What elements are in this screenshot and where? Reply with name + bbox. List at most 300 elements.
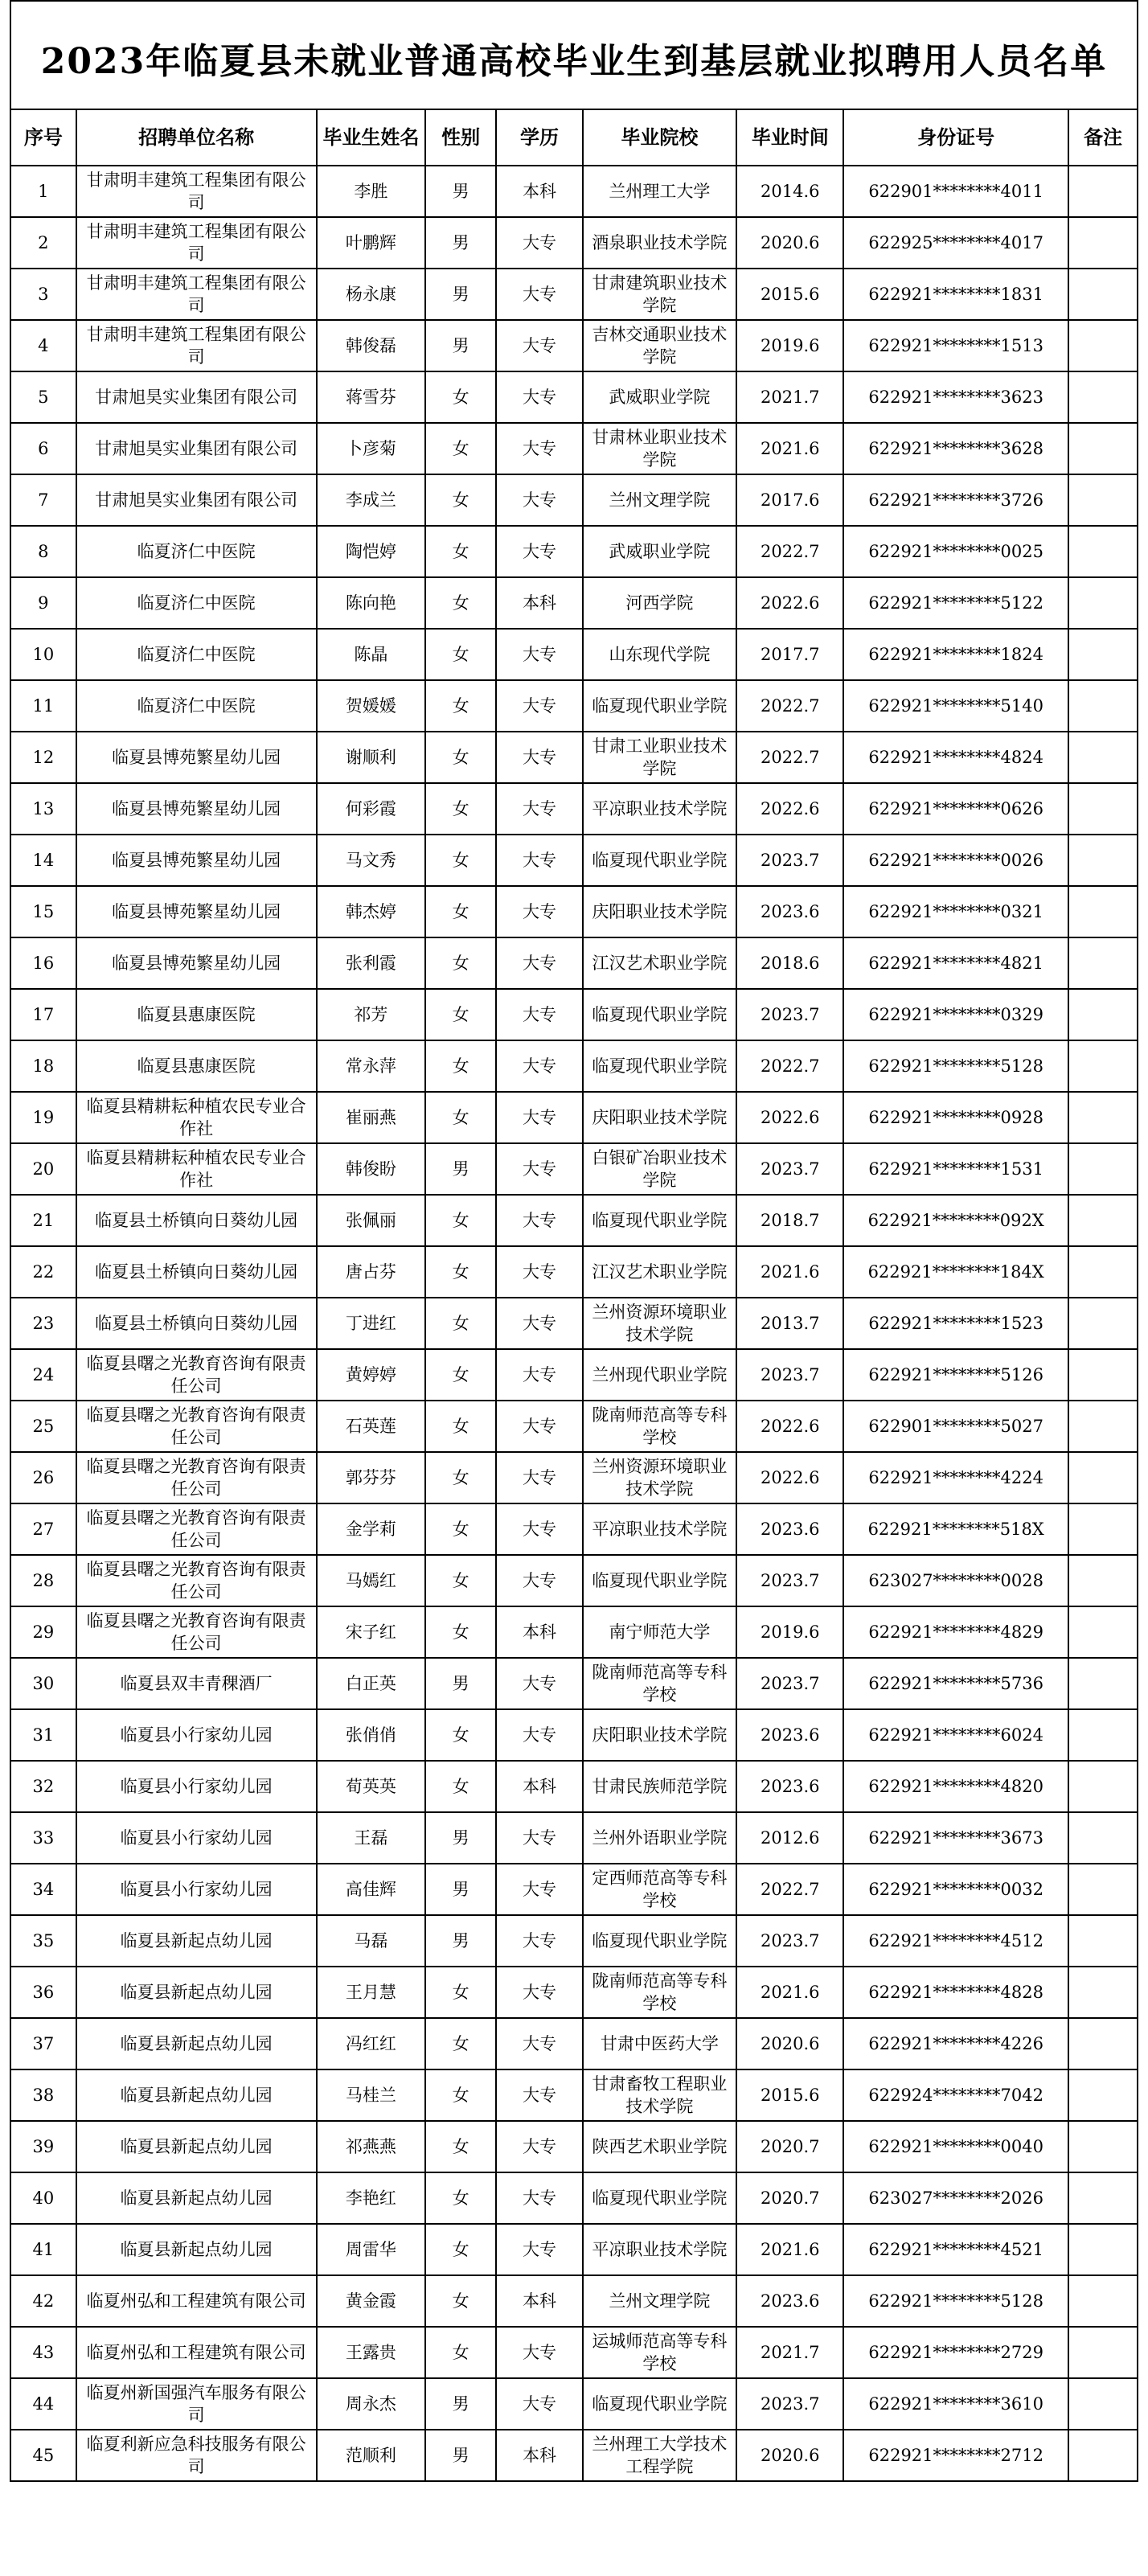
cell-education: 大专 <box>496 1040 583 1092</box>
cell-id-number: 622921********184X <box>843 1246 1068 1298</box>
table-row <box>10 2327 1138 2378</box>
table-row <box>10 1349 1138 1401</box>
cell-no: 24 <box>10 1349 76 1401</box>
cell-name: 卜彦菊 <box>317 423 425 474</box>
cell-id-number: 622921********3628 <box>843 423 1068 474</box>
cell-graduation-date: 2021.7 <box>736 2327 843 2378</box>
cell-graduation-date: 2022.6 <box>736 1092 843 1143</box>
cell-school: 兰州外语职业学院 <box>583 1812 736 1864</box>
cell-school: 兰州理工大学技术工程学院 <box>583 2430 736 2481</box>
cell-unit: 临夏州新国强汽车服务有限公司 <box>76 2378 317 2430</box>
cell-unit: 临夏济仁中医院 <box>76 577 317 629</box>
cell-note <box>1068 835 1138 886</box>
cell-note <box>1068 2121 1138 2172</box>
cell-unit: 临夏县曙之光教育咨询有限责任公司 <box>76 1606 317 1658</box>
cell-name: 白正英 <box>317 1658 425 1709</box>
cell-education: 大专 <box>496 1709 583 1761</box>
cell-school: 临夏现代职业学院 <box>583 989 736 1040</box>
cell-unit: 临夏县新起点幼儿园 <box>76 1967 317 2018</box>
table-row <box>10 2121 1138 2172</box>
cell-id-number: 622921********1523 <box>843 1298 1068 1349</box>
cell-graduation-date: 2023.6 <box>736 1503 843 1555</box>
table-row <box>10 1195 1138 1246</box>
cell-gender: 女 <box>425 2018 496 2069</box>
cell-unit: 临夏济仁中医院 <box>76 680 317 732</box>
cell-graduation-date: 2023.6 <box>736 1761 843 1812</box>
table-row <box>10 680 1138 732</box>
cell-gender: 男 <box>425 1915 496 1967</box>
cell-note <box>1068 577 1138 629</box>
cell-name: 韩俊磊 <box>317 320 425 371</box>
cell-gender: 男 <box>425 320 496 371</box>
cell-school: 江汉艺术职业学院 <box>583 937 736 989</box>
cell-no: 35 <box>10 1915 76 1967</box>
cell-note <box>1068 1915 1138 1967</box>
table-row <box>10 371 1138 423</box>
cell-education: 大专 <box>496 2018 583 2069</box>
cell-gender: 女 <box>425 474 496 526</box>
table-row <box>10 2172 1138 2224</box>
table-row <box>10 474 1138 526</box>
table-row <box>10 2378 1138 2430</box>
cell-school: 运城师范高等专科学校 <box>583 2327 736 2378</box>
cell-no: 7 <box>10 474 76 526</box>
cell-school: 临夏现代职业学院 <box>583 680 736 732</box>
cell-note <box>1068 2018 1138 2069</box>
cell-school: 甘肃中医药大学 <box>583 2018 736 2069</box>
table-row <box>10 1246 1138 1298</box>
cell-graduation-date: 2022.7 <box>736 1040 843 1092</box>
cell-unit: 临夏县小行家幼儿园 <box>76 1812 317 1864</box>
cell-graduation-date: 2023.6 <box>736 2275 843 2327</box>
cell-unit: 甘肃旭昊实业集团有限公司 <box>76 474 317 526</box>
cell-no: 6 <box>10 423 76 474</box>
cell-name: 谢顺利 <box>317 732 425 783</box>
cell-education: 大专 <box>496 1812 583 1864</box>
cell-note <box>1068 1658 1138 1709</box>
cell-education: 大专 <box>496 526 583 577</box>
cell-education: 大专 <box>496 1143 583 1195</box>
cell-school: 甘肃民族师范学院 <box>583 1761 736 1812</box>
cell-graduation-date: 2012.6 <box>736 1812 843 1864</box>
cell-name: 陶恺婷 <box>317 526 425 577</box>
table-row <box>10 166 1138 217</box>
cell-unit: 临夏州弘和工程建筑有限公司 <box>76 2275 317 2327</box>
cell-education: 大专 <box>496 320 583 371</box>
cell-no: 38 <box>10 2069 76 2121</box>
cell-name: 祁燕燕 <box>317 2121 425 2172</box>
cell-id-number: 622921********0032 <box>843 1864 1068 1915</box>
cell-graduation-date: 2021.6 <box>736 1967 843 2018</box>
cell-id-number: 622921********0626 <box>843 783 1068 835</box>
cell-education: 大专 <box>496 732 583 783</box>
table-row <box>10 1812 1138 1864</box>
cell-no: 39 <box>10 2121 76 2172</box>
cell-name: 黄金霞 <box>317 2275 425 2327</box>
table-row <box>10 886 1138 937</box>
cell-gender: 女 <box>425 1555 496 1606</box>
cell-education: 大专 <box>496 269 583 320</box>
cell-gender: 女 <box>425 680 496 732</box>
cell-note <box>1068 680 1138 732</box>
cell-id-number: 622901********4011 <box>843 166 1068 217</box>
cell-school: 吉林交通职业技术学院 <box>583 320 736 371</box>
cell-school: 甘肃工业职业技术学院 <box>583 732 736 783</box>
cell-name: 李胜 <box>317 166 425 217</box>
cell-unit: 临夏济仁中医院 <box>76 526 317 577</box>
cell-name: 王磊 <box>317 1812 425 1864</box>
cell-education: 大专 <box>496 886 583 937</box>
cell-name: 何彩霞 <box>317 783 425 835</box>
cell-no: 15 <box>10 886 76 937</box>
cell-no: 40 <box>10 2172 76 2224</box>
cell-unit: 临夏县曙之光教育咨询有限责任公司 <box>76 1349 317 1401</box>
header-school: 毕业院校 <box>583 109 736 166</box>
cell-school: 武威职业学院 <box>583 371 736 423</box>
cell-gender: 女 <box>425 371 496 423</box>
header-name: 毕业生姓名 <box>317 109 425 166</box>
cell-education: 大专 <box>496 680 583 732</box>
cell-no: 23 <box>10 1298 76 1349</box>
cell-gender: 女 <box>425 783 496 835</box>
cell-id-number: 622921********1513 <box>843 320 1068 371</box>
table-row <box>10 989 1138 1040</box>
cell-unit: 临夏县曙之光教育咨询有限责任公司 <box>76 1503 317 1555</box>
cell-id-number: 622921********3673 <box>843 1812 1068 1864</box>
header-row <box>10 109 1138 166</box>
cell-no: 1 <box>10 166 76 217</box>
cell-name: 常永萍 <box>317 1040 425 1092</box>
cell-name: 金学莉 <box>317 1503 425 1555</box>
cell-gender: 女 <box>425 937 496 989</box>
cell-education: 大专 <box>496 1092 583 1143</box>
cell-graduation-date: 2019.6 <box>736 1606 843 1658</box>
cell-note <box>1068 732 1138 783</box>
cell-id-number: 622921********0026 <box>843 835 1068 886</box>
cell-note <box>1068 2327 1138 2378</box>
cell-no: 33 <box>10 1812 76 1864</box>
table-row <box>10 2069 1138 2121</box>
roster-table <box>10 109 1138 2482</box>
cell-no: 45 <box>10 2430 76 2481</box>
cell-graduation-date: 2023.7 <box>736 1555 843 1606</box>
header-graduation-date: 毕业时间 <box>736 109 843 166</box>
cell-graduation-date: 2022.7 <box>736 1864 843 1915</box>
cell-unit: 甘肃明丰建筑工程集团有限公司 <box>76 217 317 269</box>
table-row <box>10 2430 1138 2481</box>
cell-gender: 女 <box>425 989 496 1040</box>
table-row <box>10 1298 1138 1349</box>
cell-name: 马磊 <box>317 1915 425 1967</box>
cell-id-number: 622921********3610 <box>843 2378 1068 2430</box>
cell-school: 兰州理工大学 <box>583 166 736 217</box>
cell-name: 杨永康 <box>317 269 425 320</box>
cell-graduation-date: 2022.6 <box>736 783 843 835</box>
cell-name: 宋子红 <box>317 1606 425 1658</box>
cell-id-number: 622921********4821 <box>843 937 1068 989</box>
cell-graduation-date: 2020.7 <box>736 2172 843 2224</box>
cell-note <box>1068 1606 1138 1658</box>
table-row <box>10 1864 1138 1915</box>
cell-note <box>1068 1349 1138 1401</box>
cell-name: 崔丽燕 <box>317 1092 425 1143</box>
cell-id-number: 622921********4224 <box>843 1452 1068 1503</box>
cell-note <box>1068 1246 1138 1298</box>
cell-unit: 甘肃旭昊实业集团有限公司 <box>76 423 317 474</box>
cell-school: 山东现代学院 <box>583 629 736 680</box>
cell-id-number: 622921********4521 <box>843 2224 1068 2275</box>
cell-school: 河西学院 <box>583 577 736 629</box>
cell-name: 张利霞 <box>317 937 425 989</box>
cell-unit: 临夏县博苑繁星幼儿园 <box>76 886 317 937</box>
cell-unit: 临夏县博苑繁星幼儿园 <box>76 783 317 835</box>
cell-name: 马桂兰 <box>317 2069 425 2121</box>
cell-education: 大专 <box>496 835 583 886</box>
cell-name: 冯红红 <box>317 2018 425 2069</box>
header-id-number: 身份证号 <box>843 109 1068 166</box>
table-row <box>10 1555 1138 1606</box>
cell-id-number: 622921********0025 <box>843 526 1068 577</box>
cell-no: 12 <box>10 732 76 783</box>
cell-education: 大专 <box>496 1915 583 1967</box>
cell-school: 庆阳职业技术学院 <box>583 886 736 937</box>
cell-id-number: 622921********5140 <box>843 680 1068 732</box>
cell-unit: 临夏县惠康医院 <box>76 989 317 1040</box>
cell-gender: 女 <box>425 1349 496 1401</box>
cell-name: 高佳辉 <box>317 1864 425 1915</box>
cell-no: 36 <box>10 1967 76 2018</box>
cell-school: 白银矿冶职业技术学院 <box>583 1143 736 1195</box>
cell-name: 丁进红 <box>317 1298 425 1349</box>
document-title: 2023年临夏县未就业普通高校毕业生到基层就业拟聘用人员名单 <box>10 0 1138 109</box>
cell-gender: 女 <box>425 1709 496 1761</box>
cell-gender: 女 <box>425 2069 496 2121</box>
table-row <box>10 835 1138 886</box>
cell-gender: 女 <box>425 629 496 680</box>
table-row <box>10 783 1138 835</box>
cell-school: 临夏现代职业学院 <box>583 1195 736 1246</box>
cell-no: 44 <box>10 2378 76 2430</box>
cell-gender: 男 <box>425 166 496 217</box>
cell-name: 马文秀 <box>317 835 425 886</box>
cell-name: 李艳红 <box>317 2172 425 2224</box>
cell-education: 大专 <box>496 371 583 423</box>
cell-id-number: 622921********6024 <box>843 1709 1068 1761</box>
cell-unit: 临夏县博苑繁星幼儿园 <box>76 732 317 783</box>
cell-graduation-date: 2023.7 <box>736 1349 843 1401</box>
cell-graduation-date: 2023.7 <box>736 989 843 1040</box>
cell-graduation-date: 2022.7 <box>736 526 843 577</box>
cell-id-number: 622921********0321 <box>843 886 1068 937</box>
cell-gender: 女 <box>425 2224 496 2275</box>
cell-no: 26 <box>10 1452 76 1503</box>
cell-gender: 男 <box>425 2430 496 2481</box>
table-row <box>10 732 1138 783</box>
cell-no: 4 <box>10 320 76 371</box>
cell-school: 兰州现代职业学院 <box>583 1349 736 1401</box>
cell-name: 李成兰 <box>317 474 425 526</box>
cell-graduation-date: 2017.6 <box>736 474 843 526</box>
header-gender: 性别 <box>425 109 496 166</box>
cell-education: 大专 <box>496 1555 583 1606</box>
cell-school: 甘肃建筑职业技术学院 <box>583 269 736 320</box>
cell-name: 贺媛媛 <box>317 680 425 732</box>
cell-graduation-date: 2023.7 <box>736 2378 843 2430</box>
cell-no: 8 <box>10 526 76 577</box>
cell-unit: 临夏利新应急科技服务有限公司 <box>76 2430 317 2481</box>
cell-name: 韩杰婷 <box>317 886 425 937</box>
cell-no: 16 <box>10 937 76 989</box>
cell-education: 本科 <box>496 2430 583 2481</box>
cell-school: 临夏现代职业学院 <box>583 835 736 886</box>
cell-unit: 临夏县新起点幼儿园 <box>76 2069 317 2121</box>
cell-unit: 临夏县新起点幼儿园 <box>76 2018 317 2069</box>
cell-unit: 甘肃明丰建筑工程集团有限公司 <box>76 269 317 320</box>
cell-school: 江汉艺术职业学院 <box>583 1246 736 1298</box>
cell-school: 临夏现代职业学院 <box>583 1555 736 1606</box>
cell-id-number: 622921********5128 <box>843 2275 1068 2327</box>
table-row <box>10 1040 1138 1092</box>
cell-no: 2 <box>10 217 76 269</box>
table-body <box>10 166 1138 2481</box>
cell-graduation-date: 2020.6 <box>736 2018 843 2069</box>
cell-unit: 甘肃明丰建筑工程集团有限公司 <box>76 320 317 371</box>
cell-school: 临夏现代职业学院 <box>583 2378 736 2430</box>
cell-school: 临夏现代职业学院 <box>583 1915 736 1967</box>
cell-no: 14 <box>10 835 76 886</box>
cell-gender: 女 <box>425 577 496 629</box>
cell-note <box>1068 937 1138 989</box>
cell-graduation-date: 2015.6 <box>736 2069 843 2121</box>
cell-gender: 女 <box>425 1298 496 1349</box>
cell-name: 陈向艳 <box>317 577 425 629</box>
cell-id-number: 622921********0928 <box>843 1092 1068 1143</box>
cell-education: 大专 <box>496 937 583 989</box>
cell-graduation-date: 2020.7 <box>736 2121 843 2172</box>
cell-school: 庆阳职业技术学院 <box>583 1092 736 1143</box>
cell-graduation-date: 2023.6 <box>736 886 843 937</box>
table-row <box>10 2018 1138 2069</box>
cell-education: 大专 <box>496 217 583 269</box>
cell-name: 黄婷婷 <box>317 1349 425 1401</box>
cell-gender: 女 <box>425 2275 496 2327</box>
cell-school: 平凉职业技术学院 <box>583 783 736 835</box>
cell-id-number: 622925********4017 <box>843 217 1068 269</box>
cell-name: 蒋雪芬 <box>317 371 425 423</box>
cell-education: 大专 <box>496 474 583 526</box>
table-row <box>10 320 1138 371</box>
cell-no: 17 <box>10 989 76 1040</box>
cell-gender: 男 <box>425 2378 496 2430</box>
cell-gender: 女 <box>425 2172 496 2224</box>
cell-graduation-date: 2022.6 <box>736 1452 843 1503</box>
cell-id-number: 622921********4824 <box>843 732 1068 783</box>
table-row <box>10 269 1138 320</box>
cell-id-number: 622921********2729 <box>843 2327 1068 2378</box>
cell-note <box>1068 217 1138 269</box>
cell-school: 武威职业学院 <box>583 526 736 577</box>
cell-name: 唐占芬 <box>317 1246 425 1298</box>
cell-graduation-date: 2022.7 <box>736 680 843 732</box>
cell-gender: 女 <box>425 835 496 886</box>
cell-education: 大专 <box>496 1658 583 1709</box>
cell-education: 大专 <box>496 1401 583 1452</box>
cell-graduation-date: 2018.7 <box>736 1195 843 1246</box>
cell-school: 庆阳职业技术学院 <box>583 1709 736 1761</box>
cell-note <box>1068 474 1138 526</box>
cell-note <box>1068 1040 1138 1092</box>
cell-name: 叶鹏辉 <box>317 217 425 269</box>
cell-id-number: 622921********5126 <box>843 1349 1068 1401</box>
cell-education: 大专 <box>496 2172 583 2224</box>
cell-no: 21 <box>10 1195 76 1246</box>
cell-graduation-date: 2022.6 <box>736 1401 843 1452</box>
cell-id-number: 622921********1824 <box>843 629 1068 680</box>
cell-note <box>1068 1195 1138 1246</box>
cell-gender: 女 <box>425 423 496 474</box>
cell-education: 大专 <box>496 2327 583 2378</box>
cell-graduation-date: 2017.7 <box>736 629 843 680</box>
cell-name: 郭芬芬 <box>317 1452 425 1503</box>
cell-school: 甘肃畜牧工程职业技术学院 <box>583 2069 736 2121</box>
cell-education: 大专 <box>496 1967 583 2018</box>
cell-unit: 临夏县精耕耘种植农民专业合作社 <box>76 1092 317 1143</box>
cell-unit: 临夏县新起点幼儿园 <box>76 1915 317 1967</box>
cell-graduation-date: 2023.7 <box>736 1915 843 1967</box>
table-row <box>10 526 1138 577</box>
cell-note <box>1068 2069 1138 2121</box>
cell-unit: 临夏县土桥镇向日葵幼儿园 <box>76 1195 317 1246</box>
cell-unit: 临夏县土桥镇向日葵幼儿园 <box>76 1246 317 1298</box>
cell-education: 大专 <box>496 2121 583 2172</box>
cell-unit: 临夏县双丰青稞酒厂 <box>76 1658 317 1709</box>
cell-id-number: 622921********5122 <box>843 577 1068 629</box>
table-row <box>10 423 1138 474</box>
cell-no: 37 <box>10 2018 76 2069</box>
cell-unit: 甘肃明丰建筑工程集团有限公司 <box>76 166 317 217</box>
cell-name: 张俏俏 <box>317 1709 425 1761</box>
cell-school: 兰州资源环境职业技术学院 <box>583 1452 736 1503</box>
cell-graduation-date: 2023.6 <box>736 1709 843 1761</box>
cell-note <box>1068 886 1138 937</box>
header-education: 学历 <box>496 109 583 166</box>
cell-education: 本科 <box>496 1606 583 1658</box>
cell-no: 31 <box>10 1709 76 1761</box>
cell-no: 29 <box>10 1606 76 1658</box>
cell-note <box>1068 371 1138 423</box>
cell-education: 大专 <box>496 1864 583 1915</box>
header-no: 序号 <box>10 109 76 166</box>
cell-note <box>1068 1298 1138 1349</box>
cell-graduation-date: 2021.6 <box>736 1246 843 1298</box>
cell-education: 大专 <box>496 783 583 835</box>
cell-school: 平凉职业技术学院 <box>583 2224 736 2275</box>
cell-graduation-date: 2022.6 <box>736 577 843 629</box>
header-unit: 招聘单位名称 <box>76 109 317 166</box>
cell-unit: 临夏县曙之光教育咨询有限责任公司 <box>76 1401 317 1452</box>
cell-note <box>1068 1452 1138 1503</box>
table-row <box>10 629 1138 680</box>
cell-unit: 甘肃旭昊实业集团有限公司 <box>76 371 317 423</box>
cell-gender: 女 <box>425 1401 496 1452</box>
cell-no: 41 <box>10 2224 76 2275</box>
cell-education: 大专 <box>496 1503 583 1555</box>
cell-school: 陇南师范高等专科学校 <box>583 1401 736 1452</box>
cell-unit: 临夏县新起点幼儿园 <box>76 2172 317 2224</box>
cell-unit: 临夏县精耕耘种植农民专业合作社 <box>76 1143 317 1195</box>
cell-id-number: 622921********3726 <box>843 474 1068 526</box>
cell-name: 石英莲 <box>317 1401 425 1452</box>
